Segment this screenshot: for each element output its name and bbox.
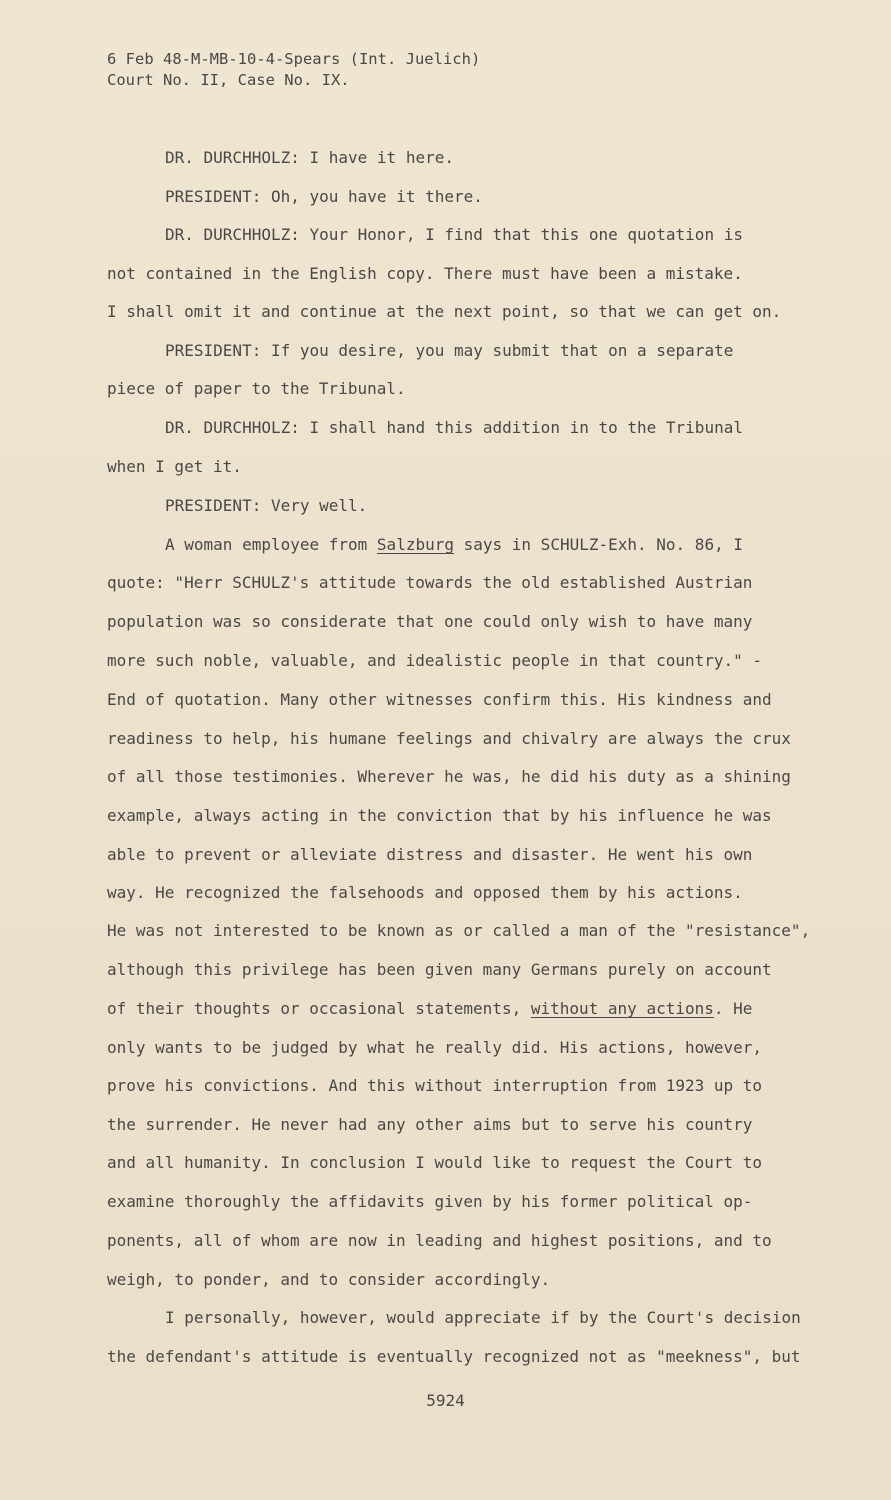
- text-line: ponents, all of whom are now in leading and highest positions, and to: [107, 1231, 772, 1250]
- text-line: weigh, to ponder, and to consider accordingly.: [107, 1270, 551, 1289]
- text-segment: of their thoughts or occasional statements,: [107, 999, 531, 1018]
- page-number: 5924: [426, 1391, 465, 1410]
- text-line: I personally, however, would appreciate if by the Court's decision: [165, 1308, 801, 1327]
- text-line: example, always acting in the conviction that by his influence he was: [107, 806, 772, 825]
- text-line: and all humanity. In conclusion I would like to request the Court to: [107, 1153, 763, 1172]
- text-line: He was not interested to be known as or called a man of the "resistance",: [107, 921, 811, 940]
- text-line: examine thoroughly the affidavits given by his former political op-: [107, 1192, 753, 1211]
- text-segment: A woman employee from: [165, 535, 377, 554]
- text-line: readiness to help, his humane feelings and chivalry are always the crux: [107, 729, 791, 748]
- text-line: able to prevent or alleviate distress and disaster. He went his own: [107, 845, 753, 864]
- text-line: I shall omit it and continue at the next point, so that we can get on.: [107, 302, 782, 321]
- text-line: PRESIDENT: If you desire, you may submit that on a separate: [165, 341, 734, 360]
- text-line: the surrender. He never had any other aims but to serve his country: [107, 1115, 753, 1134]
- text-line: DR. DURCHHOLZ: I shall hand this addition in to the Tribunal: [165, 418, 743, 437]
- text-line: the defendant's attitude is eventually recognized not as "meekness", but: [107, 1347, 801, 1366]
- transcript-header: [107, 49, 480, 91]
- text-line: more such noble, valuable, and idealistic people in that country." -: [107, 651, 763, 670]
- text-line: DR. DURCHHOLZ: Your Honor, I find that this one quotation is: [165, 225, 743, 244]
- text-line: way. He recognized the falsehoods and opposed them by his actions.: [107, 883, 743, 902]
- header-court-line: Court No. II, Case No. IX.: [107, 71, 350, 89]
- text-segment: . He: [713, 999, 753, 1018]
- text-line: prove his convictions. And this without interruption from 1923 up to: [107, 1076, 763, 1095]
- text-line: although this privilege has been given many Germans purely on account: [107, 960, 772, 979]
- text-line: of all those testimonies. Wherever he was, he did his duty as a shining: [107, 767, 791, 786]
- text-line: population was so considerate that one could only wish to have many: [107, 612, 753, 631]
- underlined-text: without any actions: [530, 999, 714, 1018]
- text-line: [107, 999, 752, 1019]
- text-line: quote: "Herr SCHULZ's attitude towards the old established Austrian: [107, 573, 753, 592]
- text-line: when I get it.: [107, 457, 242, 476]
- text-line: not contained in the English copy. There must have been a mistake.: [107, 264, 743, 283]
- underlined-text: Salzburg: [376, 535, 454, 554]
- text-line: PRESIDENT: Oh, you have it there.: [165, 187, 483, 206]
- text-line: piece of paper to the Tribunal.: [107, 379, 406, 398]
- text-line: DR. DURCHHOLZ: I have it here.: [165, 148, 454, 167]
- text-line: End of quotation. Many other witnesses confirm this. His kindness and: [107, 690, 772, 709]
- text-line: [165, 535, 743, 555]
- text-segment: says in SCHULZ-Exh. No. 86, I: [453, 535, 743, 554]
- text-line: only wants to be judged by what he really did. His actions, however,: [107, 1038, 763, 1057]
- text-line: PRESIDENT: Very well.: [165, 496, 368, 515]
- header-session-line: 6 Feb 48-M-MB-10-4-Spears (Int. Juelich): [107, 50, 481, 68]
